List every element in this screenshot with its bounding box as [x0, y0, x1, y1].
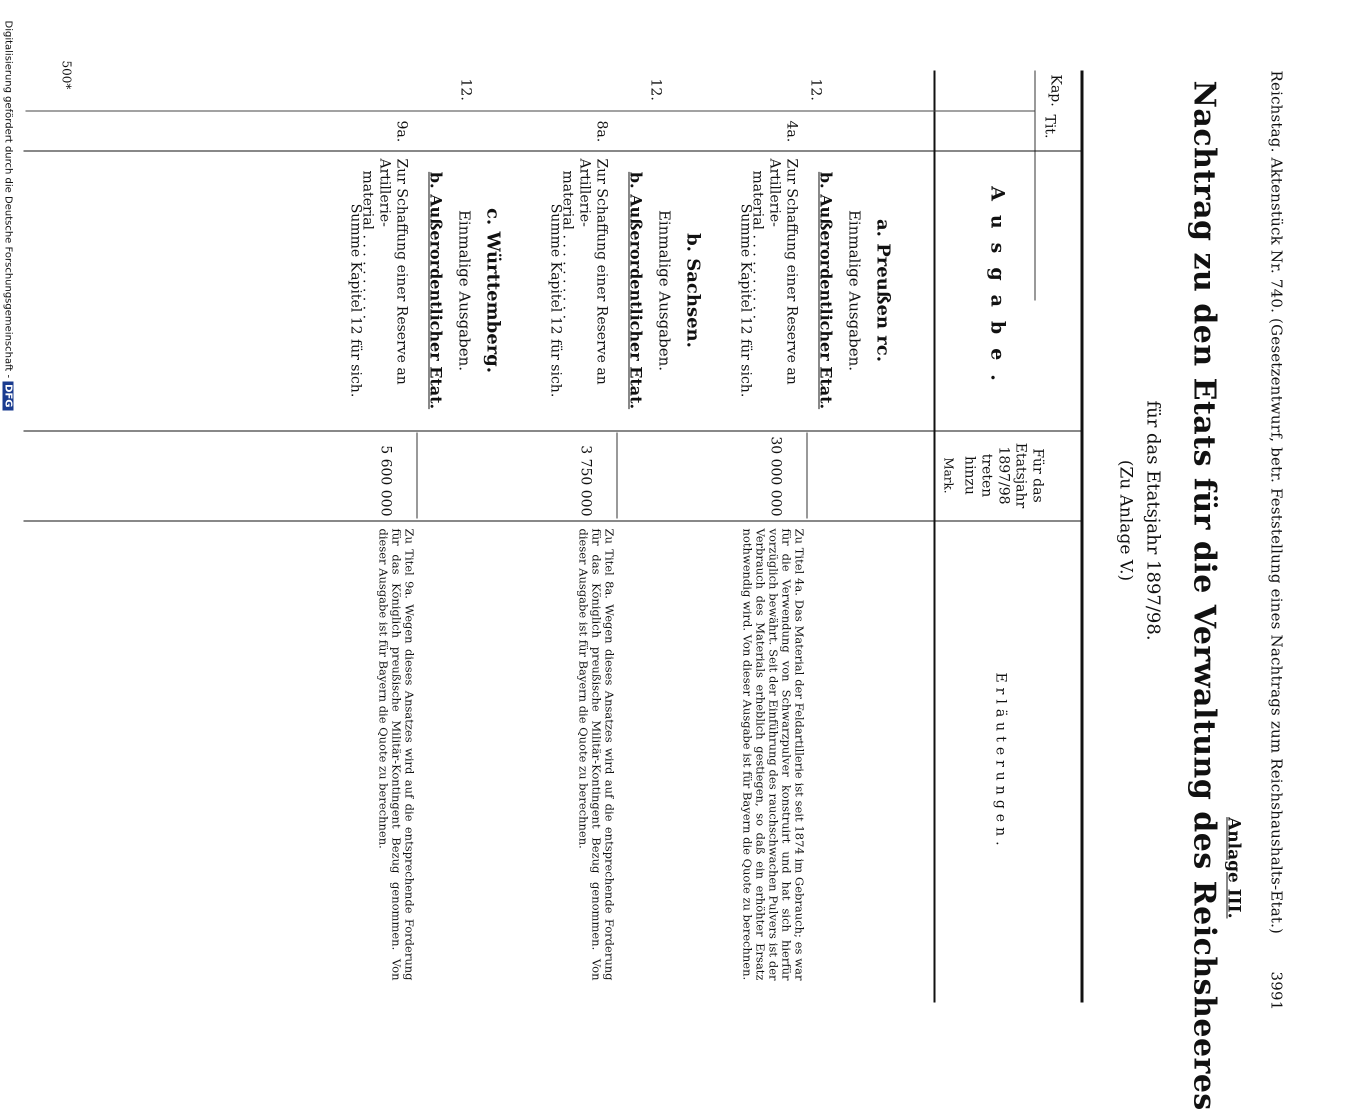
line-item	[558, 158, 609, 426]
ausgabe-header: Ausgabe.	[986, 185, 1008, 395]
tit-header: Tit.	[1041, 114, 1057, 138]
section-heading-wuerttemberg	[482, 150, 503, 430]
einmalige-ausgaben-label: Einmalige Ausgaben.	[845, 209, 863, 371]
running-header	[1267, 70, 1285, 1010]
erlaeuterung-note: Zu Titel 4a. Das Material der Feldartillerie ist seit 1874 im Gebrauch; es war für die Verwendung von Schwarzpulver konstruirt und hat sich hierfür vorzüglich bewährt. Seit der Einführung des rauchschwachen Pulvers ist der Verbrauch des Materials erheblich gestiegen, so daß ein erhöhter Ersatz nothwendig wird. Von dieser Ausgabe ist für Bayern die Quote zu berechnen.	[740, 528, 806, 980]
kap-column-divider	[25, 110, 1035, 111]
amount-value: 3 750 000	[577, 444, 593, 516]
amount-rule	[806, 432, 807, 518]
tit-number: 4a.	[783, 120, 799, 142]
document-title: Nachtrag zu den Etats für die Verwaltung des Reichsheeres	[1186, 80, 1221, 1110]
section-state: Sachsen.	[682, 257, 703, 348]
section-heading-preussen	[872, 150, 893, 430]
header-page-number: 3991	[1267, 971, 1285, 1010]
erlaeuterung-note: Zu Titel 9a. Wegen dieses Ansatzes wird auf die entsprechende Forderung für das Königlich preußische Militär-Kontingent Bezug genommen. Von dieser Ausgabe ist für Bayern die Quote zu berechnen.	[376, 528, 416, 980]
document-reference: (Zu Anlage V.)	[1115, 459, 1135, 581]
digitization-credit	[2, 20, 13, 410]
line-item	[358, 158, 409, 426]
erlaeuterungen-header: Erläuterungen.	[992, 671, 1008, 851]
table-top-rule	[1080, 70, 1083, 1002]
kap-number: 12.	[457, 78, 473, 101]
footer-page-number: 500*	[59, 60, 73, 89]
section-letter: c.	[482, 207, 503, 225]
amount-header-line: Für das	[1029, 447, 1045, 503]
anlage-label: Anlage III.	[1223, 816, 1243, 918]
line-item-text: material . . . . . . . . . .	[559, 170, 575, 319]
line-item-text: Zur Schaffung einer Reserve an Artillerie-	[376, 158, 409, 385]
einmalige-ausgaben-label: Einmalige Ausgaben.	[655, 209, 673, 371]
mark-unit: Mark.	[941, 456, 955, 494]
einmalige-ausgaben-label: Einmalige Ausgaben.	[455, 209, 473, 371]
amount-column-divider	[23, 430, 1083, 431]
notes-column-divider	[23, 520, 1083, 521]
amount-header	[939, 434, 1045, 516]
line-item-text: Zur Schaffung einer Reserve an Artillerie-	[576, 158, 609, 385]
ausserordentlicher-etat-label: b. Außerordentlicher Etat.	[816, 171, 835, 409]
kap-number: 12.	[647, 78, 663, 101]
tit-number: 9a.	[393, 120, 409, 142]
kap-header: Kap.	[1047, 74, 1063, 107]
erlaeuterung-note: Zu Titel 8a. Wegen dieses Ansatzes wird auf die entsprechende Forderung für das Königlich preußische Militär-Kontingent Bezug genommen. Von dieser Ausgabe ist für Bayern die Quote zu berechnen.	[576, 528, 616, 980]
kapitel-sum: Summe Kapitel 12 für sich.	[347, 203, 363, 397]
amount-header-line: 1897/98	[995, 445, 1011, 505]
kap-tit-rule	[1034, 70, 1035, 300]
ausserordentlicher-etat-label: b. Außerordentlicher Etat.	[626, 171, 645, 409]
amount-rule	[416, 432, 417, 518]
ausserordentlicher-etat-label: b. Außerordentlicher Etat.	[426, 171, 445, 409]
amount-value: 5 600 000	[377, 444, 393, 516]
section-state: Württemberg.	[482, 230, 503, 373]
section-heading-sachsen	[682, 150, 703, 430]
kap-number: 12.	[807, 78, 823, 101]
line-item-text: material . . . . . . . . . .	[749, 170, 765, 319]
document-subtitle: für das Etatsjahr 1897/98.	[1142, 399, 1163, 641]
line-item-text: Zur Schaffung einer Reserve an Artillerie-	[766, 158, 799, 385]
amount-header-line: Etatsjahr	[1012, 442, 1028, 508]
kapitel-sum: Summe Kapitel 12 für sich.	[547, 203, 563, 397]
line-item-text: material . . . . . . . . . .	[359, 170, 375, 319]
section-letter: b.	[682, 232, 703, 252]
section-state: Preußen rc.	[872, 242, 893, 362]
section-letter: a.	[872, 218, 893, 237]
dfg-logo: DFG	[2, 381, 13, 410]
amount-header-line: treten hinzu	[961, 453, 994, 497]
tit-number: 8a.	[593, 120, 609, 142]
tit-column-divider	[23, 150, 1083, 151]
amount-rule	[616, 432, 617, 518]
header-text: Reichstag. Aktenstück Nr. 740. (Gesetzentwurf, betr. Feststellung eines Nachtrags zum Reichshaushalts-Etat.)	[1267, 70, 1285, 934]
digitization-text: Digitalisierung gefördert durch die Deutsche Forschungsgemeinschaft -	[2, 20, 13, 378]
amount-value: 30 000 000	[767, 435, 783, 516]
line-item	[748, 158, 799, 426]
header-bottom-rule	[933, 70, 935, 1002]
kapitel-sum: Summe Kapitel 12 für sich.	[737, 203, 753, 397]
